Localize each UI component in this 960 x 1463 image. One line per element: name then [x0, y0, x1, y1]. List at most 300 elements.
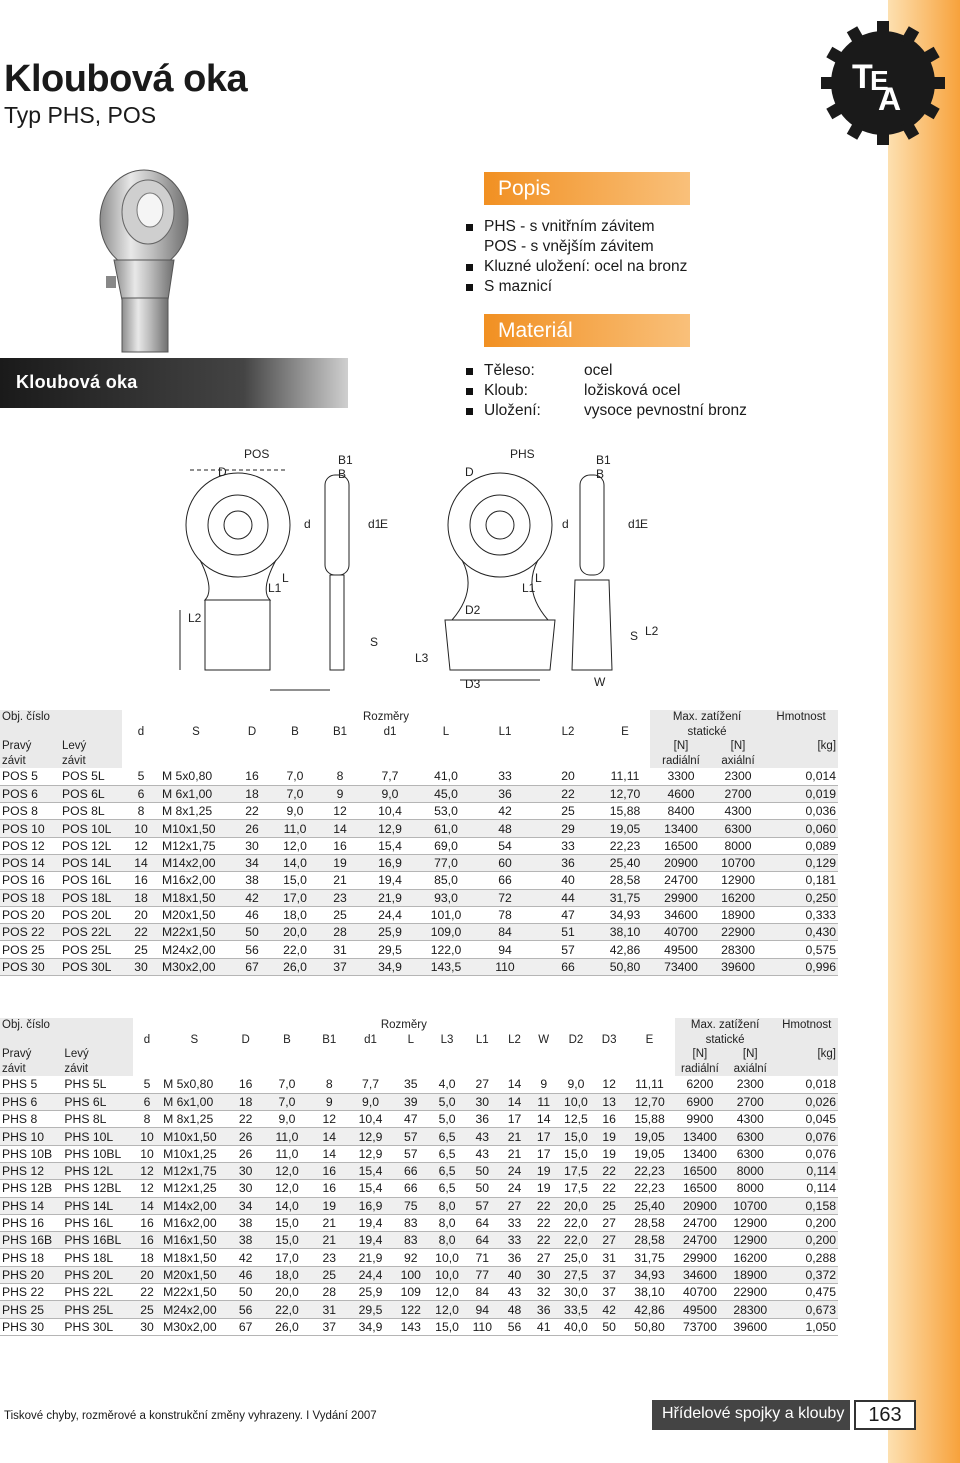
unit-n: [N] [650, 739, 712, 754]
table-cell: 66 [474, 872, 536, 889]
label-D: D [218, 465, 227, 479]
table-cell: 14 [318, 820, 362, 837]
table-cell: 7,0 [264, 1076, 310, 1093]
table-cell: 14 [310, 1145, 348, 1162]
footer-note: Tiskové chyby, rozměrové a konstrukční změny vyhrazeny. I Vydání 2007 [4, 1410, 377, 1422]
table-cell: 19 [530, 1162, 558, 1179]
table-cell: 15,0 [558, 1145, 594, 1162]
table-cell: 6 [133, 1093, 161, 1110]
table-cell: 34,9 [362, 958, 418, 975]
unit-n: [N] [675, 1047, 725, 1062]
table-cell: POS 22L [60, 924, 122, 941]
header-hmotnost: Hmotnost [775, 1018, 838, 1033]
page-title: Kloubová oka [4, 58, 248, 100]
table-cell: 17,5 [558, 1162, 594, 1179]
table-cell: 36 [536, 854, 600, 871]
label-d1: d1 [368, 517, 382, 531]
table-cell: PHS 5L [62, 1076, 132, 1093]
material-label: Kloub: [484, 382, 528, 399]
table-cell: 15,4 [348, 1180, 392, 1197]
table-cell: 0,129 [764, 854, 838, 871]
table-cell: 15,0 [264, 1232, 310, 1249]
table-cell: 20 [133, 1266, 161, 1283]
svg-text:E: E [870, 65, 889, 96]
table-cell: 15,0 [558, 1128, 594, 1145]
table-cell: 16,9 [348, 1197, 392, 1214]
svg-text:T: T [852, 58, 873, 96]
table-row [0, 1180, 838, 1197]
table-cell: 0,996 [764, 958, 838, 975]
table-cell: 8 [133, 1111, 161, 1128]
table-cell: 34 [228, 1197, 264, 1214]
table-cell: 109,0 [418, 924, 474, 941]
table-cell: 48 [499, 1301, 529, 1318]
table-cell: 16,9 [362, 854, 418, 871]
table-cell: 0,089 [764, 837, 838, 854]
table-cell: 13 [594, 1093, 624, 1110]
table-cell: 56 [228, 1301, 264, 1318]
table-cell: 16 [228, 1076, 264, 1093]
table-cell: 42,86 [624, 1301, 674, 1318]
table-cell: 21,9 [348, 1249, 392, 1266]
table-cell: PHS 18L [62, 1249, 132, 1266]
label-pos: POS [244, 447, 270, 461]
table-cell: 10,4 [348, 1111, 392, 1128]
table-cell: 10700 [725, 1197, 775, 1214]
header-rozmery: Rozměry [133, 1018, 675, 1033]
table-cell: 8 [318, 768, 362, 785]
label-E: E [640, 517, 649, 531]
svg-text:A: A [878, 81, 902, 117]
label-d1: d1 [628, 517, 642, 531]
table-cell: 18,0 [264, 1266, 310, 1283]
header-blank [775, 1062, 838, 1077]
header-blank [133, 1062, 675, 1077]
table-cell: 17,0 [272, 889, 318, 906]
table-cell: 43 [465, 1128, 499, 1145]
table-cell: 36 [530, 1301, 558, 1318]
table-cell: 28 [318, 924, 362, 941]
table-cell: 51 [536, 924, 600, 941]
table-cell: 14 [122, 854, 160, 871]
table-cell: 42 [474, 803, 536, 820]
table-cell: 31 [318, 941, 362, 958]
table-cell: 18,0 [272, 906, 318, 923]
technical-drawing [160, 440, 680, 700]
table-row [0, 1093, 838, 1110]
table-cell: 30,0 [558, 1284, 594, 1301]
table-cell: 83 [393, 1214, 429, 1231]
table-cell: 11,11 [624, 1076, 674, 1093]
table-cell: 38,10 [600, 924, 650, 941]
label-D: D [465, 465, 474, 479]
table-cell: 12,5 [558, 1111, 594, 1128]
table-cell: 8,0 [429, 1232, 465, 1249]
table-cell: 50 [465, 1162, 499, 1179]
table-cell: 50,80 [624, 1318, 674, 1335]
table-cell: 53,0 [418, 803, 474, 820]
table-cell: 56 [499, 1318, 529, 1335]
col-D: D [232, 725, 272, 740]
table-cell: 11 [530, 1093, 558, 1110]
table-cell: 5,0 [429, 1093, 465, 1110]
table-cell: 22 [594, 1180, 624, 1197]
table-cell: PHS 6L [62, 1093, 132, 1110]
table-row [0, 854, 838, 871]
label-L1: L1 [268, 581, 282, 595]
table-cell: 28 [310, 1284, 348, 1301]
table-cell: 48 [474, 820, 536, 837]
header-axialni: axiální [712, 754, 764, 769]
table-row [0, 906, 838, 923]
popis-item: PHS - s vnitřním závitem [466, 217, 687, 237]
material-item [466, 361, 747, 381]
col-S: S [161, 1033, 227, 1048]
table-cell: 34600 [650, 906, 712, 923]
table-cell: POS 25L [60, 941, 122, 958]
label-L3: L3 [415, 651, 429, 665]
table-cell: 0,430 [764, 924, 838, 941]
table-cell: 9,0 [362, 785, 418, 802]
table-row [0, 1249, 838, 1266]
table-cell: 57 [393, 1145, 429, 1162]
table-cell: 84 [474, 924, 536, 941]
table-cell: 22 [530, 1214, 558, 1231]
header-blank [0, 725, 122, 740]
table-cell: M12x1,75 [161, 1162, 227, 1179]
table-cell: M18x1,50 [161, 1249, 227, 1266]
table-cell: 12,9 [362, 820, 418, 837]
table-row [0, 1232, 838, 1249]
table-cell: 16 [133, 1232, 161, 1249]
table-row [0, 1214, 838, 1231]
table-cell: 47 [536, 906, 600, 923]
table-cell: 73700 [675, 1318, 725, 1335]
table-cell: 7,7 [348, 1076, 392, 1093]
table-row [0, 1145, 838, 1162]
table-cell: 12900 [712, 872, 764, 889]
table-cell: 6 [122, 785, 160, 802]
table-cell: POS 18 [0, 889, 60, 906]
table-cell: 12,9 [348, 1145, 392, 1162]
header-zavit: závit [0, 754, 60, 769]
table-cell: 28,58 [600, 872, 650, 889]
table-cell: 66 [393, 1180, 429, 1197]
table-cell: M16x2,00 [160, 872, 232, 889]
table-cell: 29,5 [362, 941, 418, 958]
header-blank [122, 739, 650, 754]
header-blank [764, 725, 838, 740]
table-cell: 34600 [675, 1266, 725, 1283]
header-static: statické [650, 725, 764, 740]
table-cell: M20x1,50 [160, 906, 232, 923]
table-cell: 19,4 [348, 1232, 392, 1249]
table-cell: 15,88 [624, 1111, 674, 1128]
header-pravy: Pravý [0, 1047, 62, 1062]
rod-end-photo [92, 150, 212, 362]
table-cell: M18x1,50 [160, 889, 232, 906]
col-B: B [272, 725, 318, 740]
table-cell: 56 [232, 941, 272, 958]
table-cell: 71 [465, 1249, 499, 1266]
table-cell: 78 [474, 906, 536, 923]
table-cell: 28,58 [624, 1214, 674, 1231]
table-cell: 14 [530, 1111, 558, 1128]
table-cell: 12,70 [600, 785, 650, 802]
table-cell: 22 [530, 1197, 558, 1214]
table-cell: 47 [393, 1111, 429, 1128]
table-row [0, 941, 838, 958]
table-cell: 16 [122, 872, 160, 889]
table-cell: 30 [228, 1162, 264, 1179]
material-value: vysoce pevnostní bronz [584, 402, 747, 419]
table-cell: M30x2,00 [160, 958, 232, 975]
table-cell: 46 [228, 1266, 264, 1283]
table-cell: 16500 [675, 1180, 725, 1197]
table-cell: M20x1,50 [161, 1266, 227, 1283]
table-cell: 31,75 [600, 889, 650, 906]
table-cell: 16200 [712, 889, 764, 906]
popis-heading: Popis [484, 172, 690, 205]
table-cell: 19 [594, 1145, 624, 1162]
header-hmotnost: Hmotnost [764, 710, 838, 725]
table-cell: 29900 [650, 889, 712, 906]
table-cell: M16x1,50 [161, 1232, 227, 1249]
table-cell: 13400 [650, 820, 712, 837]
table-cell: 2300 [725, 1076, 775, 1093]
table-cell: PHS 16 [0, 1214, 62, 1231]
header-zavit: závit [0, 1062, 62, 1077]
table-row [0, 924, 838, 941]
table-cell: 22,0 [264, 1301, 310, 1318]
table-cell: 36 [474, 785, 536, 802]
table-cell: 72 [474, 889, 536, 906]
table-cell: 100 [393, 1266, 429, 1283]
table-cell: 0,045 [775, 1111, 838, 1128]
pos-table-body [0, 768, 838, 976]
table-cell: 14 [133, 1197, 161, 1214]
table-cell: 27 [594, 1232, 624, 1249]
table-cell: PHS 25L [62, 1301, 132, 1318]
table-cell: 66 [536, 958, 600, 975]
header-static: statické [675, 1033, 776, 1048]
header-radialni: radiální [675, 1062, 725, 1077]
table-cell: 12,0 [264, 1180, 310, 1197]
table-cell: POS 5L [60, 768, 122, 785]
table-cell: 0,288 [775, 1249, 838, 1266]
table-cell: 9,0 [272, 803, 318, 820]
table-cell: 25 [310, 1266, 348, 1283]
table-cell: 31 [594, 1249, 624, 1266]
table-cell: 0,114 [775, 1162, 838, 1179]
table-cell: PHS 18 [0, 1249, 62, 1266]
table-cell: 25,40 [624, 1197, 674, 1214]
table-cell: 17 [530, 1145, 558, 1162]
table-cell: PHS 12L [62, 1162, 132, 1179]
table-cell: PHS 10B [0, 1145, 62, 1162]
popis-item: Kluzné uložení: ocel na bronz [466, 257, 687, 277]
table-cell: 33 [474, 768, 536, 785]
table-cell: 64 [465, 1232, 499, 1249]
table-cell: 40,0 [558, 1318, 594, 1335]
table-row [0, 872, 838, 889]
table-cell: 24700 [650, 872, 712, 889]
label-L2: L2 [188, 611, 202, 625]
table-cell: 9,0 [558, 1076, 594, 1093]
table-cell: 21,9 [362, 889, 418, 906]
table-row [0, 1318, 838, 1335]
table-cell: M12x1,25 [161, 1180, 227, 1197]
header-obj: Obj. číslo [0, 710, 122, 725]
table-cell: 11,0 [264, 1128, 310, 1145]
table-cell: 38 [232, 872, 272, 889]
header-blank [122, 754, 650, 769]
label-B: B [338, 467, 347, 481]
table-cell: 31 [310, 1301, 348, 1318]
table-cell: 0,019 [764, 785, 838, 802]
table-cell: M 5x0,80 [160, 768, 232, 785]
table-cell: PHS 20 [0, 1266, 62, 1283]
table-cell: 0,076 [775, 1145, 838, 1162]
table-cell: PHS 16BL [62, 1232, 132, 1249]
table-cell: 0,018 [775, 1076, 838, 1093]
col-d: d [133, 1033, 161, 1048]
table-cell: 61,0 [418, 820, 474, 837]
table-cell: 44 [536, 889, 600, 906]
table-cell: 8 [122, 803, 160, 820]
table-cell: 23 [310, 1249, 348, 1266]
table-cell: 30 [232, 837, 272, 854]
table-cell: 39600 [712, 958, 764, 975]
table-cell: 37 [318, 958, 362, 975]
table-cell: 10 [133, 1128, 161, 1145]
table-cell: 0,333 [764, 906, 838, 923]
table-cell: POS 16L [60, 872, 122, 889]
table-cell: POS 10L [60, 820, 122, 837]
table-cell: 25 [318, 906, 362, 923]
table-cell: POS 6L [60, 785, 122, 802]
popis-item: S maznicí [466, 277, 687, 297]
table-cell: PHS 8 [0, 1111, 62, 1128]
table-cell: 6300 [725, 1128, 775, 1145]
table-cell: 18900 [712, 906, 764, 923]
tea-logo [818, 18, 948, 148]
table-cell: 0,475 [775, 1284, 838, 1301]
table-cell: 0,250 [764, 889, 838, 906]
table-cell: 21 [499, 1145, 529, 1162]
table-cell: 18900 [725, 1266, 775, 1283]
table-cell: 33 [499, 1232, 529, 1249]
table-cell: 19 [530, 1180, 558, 1197]
table-cell: 22 [228, 1111, 264, 1128]
footer-brand: Hřídelové spojky a klouby [652, 1400, 850, 1430]
table-cell: 22 [594, 1162, 624, 1179]
table-cell: 40 [499, 1266, 529, 1283]
table-cell: PHS 12 [0, 1162, 62, 1179]
table-cell: 66 [393, 1162, 429, 1179]
table-row [0, 1162, 838, 1179]
label-L1: L1 [522, 581, 536, 595]
table-cell: 19,05 [624, 1128, 674, 1145]
table-header-row [0, 1018, 838, 1033]
table-cell: 28300 [712, 941, 764, 958]
table-cell: 22 [530, 1232, 558, 1249]
table-cell: 26,0 [264, 1318, 310, 1335]
material-label: Těleso: [484, 362, 535, 379]
col-S: S [160, 725, 232, 740]
table-cell: 3300 [650, 768, 712, 785]
table-cell: 34 [232, 854, 272, 871]
label-S: S [370, 635, 379, 649]
table-cell: 25 [133, 1301, 161, 1318]
table-cell: 73400 [650, 958, 712, 975]
table-cell: 2700 [725, 1093, 775, 1110]
table-cell: 77 [465, 1266, 499, 1283]
table-cell: 12 [133, 1162, 161, 1179]
col-W: W [530, 1033, 558, 1048]
table-cell: 12,0 [429, 1284, 465, 1301]
decorative-side-stripe [888, 0, 960, 1463]
table-cell: 30 [465, 1093, 499, 1110]
table-cell: 12 [594, 1076, 624, 1093]
phs-dimensions-table [0, 1018, 838, 1336]
table-cell: 27 [530, 1249, 558, 1266]
table-cell: 8 [310, 1076, 348, 1093]
table-cell: 20900 [675, 1197, 725, 1214]
col-d: d [122, 725, 160, 740]
table-cell: 50 [465, 1180, 499, 1197]
table-cell: 2300 [712, 768, 764, 785]
table-cell: 34,9 [348, 1318, 392, 1335]
table-cell: 16 [318, 837, 362, 854]
table-cell: 7,7 [362, 768, 418, 785]
table-cell: 14 [499, 1076, 529, 1093]
table-cell: 5 [122, 768, 160, 785]
table-cell: 7,0 [272, 785, 318, 802]
table-cell: 15,0 [272, 872, 318, 889]
table-header-row [0, 739, 838, 754]
table-cell: 22900 [712, 924, 764, 941]
table-row [0, 1301, 838, 1318]
table-cell: PHS 16L [62, 1214, 132, 1231]
table-cell: 69,0 [418, 837, 474, 854]
table-cell: 11,0 [264, 1145, 310, 1162]
col-L1: L1 [465, 1033, 499, 1048]
table-cell: 20,0 [272, 924, 318, 941]
col-E: E [600, 725, 650, 740]
table-cell: 19 [318, 854, 362, 871]
table-cell: 25,0 [558, 1249, 594, 1266]
table-cell: POS 22 [0, 924, 60, 941]
table-cell: 12 [310, 1111, 348, 1128]
table-cell: 15,0 [264, 1214, 310, 1231]
table-cell: POS 30L [60, 958, 122, 975]
col-B1: B1 [318, 725, 362, 740]
table-cell: 24 [499, 1162, 529, 1179]
table-cell: 9 [530, 1076, 558, 1093]
table-cell: 19,05 [600, 820, 650, 837]
table-cell: 15,4 [362, 837, 418, 854]
table-cell: POS 5 [0, 768, 60, 785]
header-zavit: závit [60, 754, 122, 769]
table-cell: 13400 [675, 1128, 725, 1145]
table-cell: POS 20 [0, 906, 60, 923]
col-B: B [264, 1033, 310, 1048]
table-cell: 41 [530, 1318, 558, 1335]
table-row [0, 889, 838, 906]
table-cell: POS 6 [0, 785, 60, 802]
table-cell: 22,23 [624, 1180, 674, 1197]
